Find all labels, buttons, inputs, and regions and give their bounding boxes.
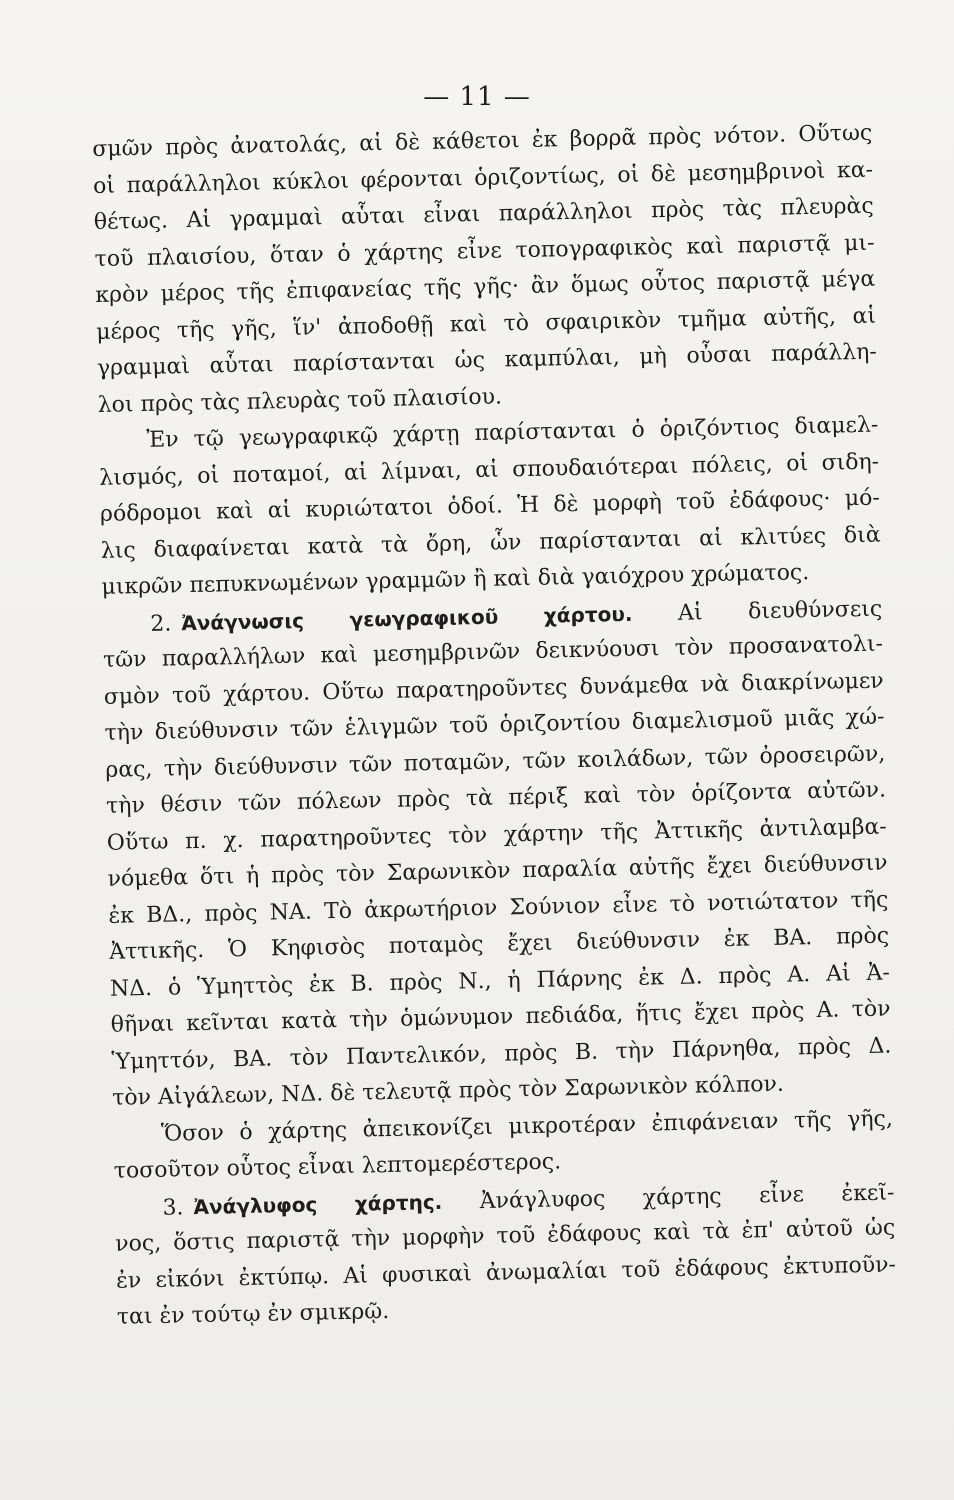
- text-line: θέτως. Αἱ γραμμαὶ αὗται εἶναι παράλληλοι πρὸς τὰς πλευρὰς: [93, 193, 874, 235]
- paragraph-2: [98, 408, 882, 607]
- paragraph-1: [92, 116, 878, 424]
- text-line: ρας, τὴν διεύθυνσιν τῶν ποταμῶν, τῶν κοιλάδων, τῶν ὀροσειρῶν,: [105, 741, 886, 783]
- section-2-number: 2.: [150, 610, 172, 637]
- section-3-heading: Ἀνάγλυφος χάρτης.: [193, 1189, 443, 1219]
- section-2-paragraph: [102, 590, 893, 1117]
- text-line: σμῶν πρὸς ἀνατολάς, αἱ δὲ κάθετοι ἐκ βορρᾶ πρὸς νότον. Οὕτως: [92, 120, 873, 162]
- text-line: ρόδρομοι καὶ αἱ κυριώτατοι ὁδοί. Ἡ δὲ μορφὴ τοῦ ἐδάφους· μό-: [99, 485, 881, 527]
- text-line: νόμεθα ὅτι ἡ πρὸς τὸν Σαρωνικὸν παραλία αὐτῆς ἔχει διεύθυνσιν: [107, 850, 888, 892]
- section-2-heading: Ἀνάγνωσις γεωγραφικοῦ χάρτου.: [181, 601, 633, 635]
- body-text: [92, 116, 897, 1337]
- text-line: λις διαφαίνεται κατὰ τὰ ὄρη, ὧν παρίστανται αἱ κλιτύες διὰ: [100, 522, 881, 564]
- text-line: κρὸν μέρος τῆς ἐπιφανείας τῆς γῆς· ἂν ὅμως οὗτος παριστᾷ μέγα: [95, 266, 876, 308]
- text-line: ἐκ ΒΔ., πρὸς ΝΑ. Τὸ ἀκρωτήριον Σούνιον εἶνε τὸ νοτιώτατον τῆς: [108, 886, 889, 929]
- page-number: — 11 —: [423, 82, 531, 112]
- text-line: τοῦ πλαισίου, ὅταν ὁ χάρτης εἶνε τοπογραφικὸς καὶ παριστᾷ μι-: [94, 230, 875, 272]
- section-3-number: 3.: [162, 1194, 184, 1221]
- text-line: τῶν παραλλήλων καὶ μεσημβρινῶν δεικνύουσι τὸν προσανατολι-: [102, 631, 884, 673]
- text-line: μικρῶν πεπυκνωμένων γραμμῶν ἢ καὶ διὰ γαιόχρου χρώματος.: [101, 560, 810, 600]
- text-line: τοσοῦτον οὗτος εἶναι λεπτομερέστερος.: [113, 1149, 562, 1184]
- text-line: λισμός, οἱ ποταμοί, αἱ λίμναι, αἱ σπουδαιότεραι πόλεις, οἱ σιδη-: [98, 449, 880, 491]
- text-line: ἐν εἰκόνι ἐκτύπῳ. Αἱ φυσικαὶ ἀνωμαλίαι τοῦ ἐδάφους ἐκτυποῦν-: [115, 1251, 897, 1294]
- text-line: γραμμαὶ αὗται παρίστανται ὡς καμπύλαι, μὴ οὖσαι παράλλη-: [96, 339, 878, 381]
- section-3-first-line-text: Ἀνάγλυφος χάρτης εἶνε ἐκεῖ-: [479, 1179, 895, 1214]
- text-line: ΝΔ. ὁ Ὑμηττὸς ἐκ Β. πρὸς Ν., ἡ Πάρνης ἐκ Δ. πρὸς Α. Αἱ Ἀ-: [109, 959, 891, 1002]
- section-3-paragraph: [114, 1174, 897, 1336]
- text-line: λοι πρὸς τὰς πλευρὰς τοῦ πλαισίου.: [97, 383, 503, 418]
- text-line: Ἐν τῷ γεωγραφικῷ χάρτῃ παρίστανται ὁ ὁριζόντιος διαμελ-: [146, 412, 879, 453]
- text-line: τὴν θέσιν τῶν πόλεων πρὸς τὰ πέριξ καὶ τὸν ὁρίζοντα αὐτῶν.: [105, 777, 887, 819]
- text-line: Ὅσον ὁ χάρτης ἀπεικονίζει μικροτέραν ἐπιφάνειαν τῆς γῆς,: [160, 1105, 894, 1147]
- text-line: Ἀττικῆς. Ὁ Κηφισὸς ποταμὸς ἔχει διεύθυνσιν ἐκ ΒΑ. πρὸς: [108, 923, 890, 965]
- text-line: Οὕτω π. χ. παρατηροῦντες τὸν χάρτην τῆς Ἀττικῆς ἀντιλαμβα-: [106, 814, 887, 856]
- text-line: σμὸν τοῦ χάρτου. Οὕτω παρατηροῦντες δυνάμεθα νὰ διακρίνωμεν: [103, 668, 884, 710]
- text-line: θῆναι κεῖνται κατὰ τὴν ὁμώνυμον πεδιάδα, ἥτις ἔχει πρὸς Α. τὸν: [110, 996, 891, 1038]
- text-line: τὸν Αἰγάλεων, ΝΔ. δὲ τελευτᾷ πρὸς τὸν Σαρωνικὸν κόλπον.: [111, 1071, 785, 1111]
- section-2-first-line-text: Αἱ διευθύνσεις: [677, 596, 883, 626]
- text-line: ται ἐν τούτῳ ἐν σμικρῷ.: [116, 1299, 390, 1330]
- text-line: οἱ παράλληλοι κύκλοι φέρονται ὁριζοντίως, οἱ δὲ μεσημβρινοὶ κα-: [92, 157, 874, 199]
- text-line: μέρος τῆς γῆς, ἵν' ἀποδοθῇ καὶ τὸ σφαιρικὸν τμῆμα αὐτῆς, αἱ: [95, 303, 877, 345]
- text-line: νος, ὅστις παριστᾷ τὴν μορφὴν τοῦ ἐδάφους καὶ τὰ ἐπ' αὐτοῦ ὡς: [115, 1215, 896, 1257]
- text-line: Ὑμηττόν, ΒΑ. τὸν Παντελικόν, πρὸς Β. τὴν Πάρνηθα, πρὸς Δ.: [111, 1032, 892, 1075]
- text-line: τὴν διεύθυνσιν τῶν ἑλιγμῶν τοῦ ὁριζοντίου διαμελισμοῦ μιᾶς χώ-: [104, 704, 885, 746]
